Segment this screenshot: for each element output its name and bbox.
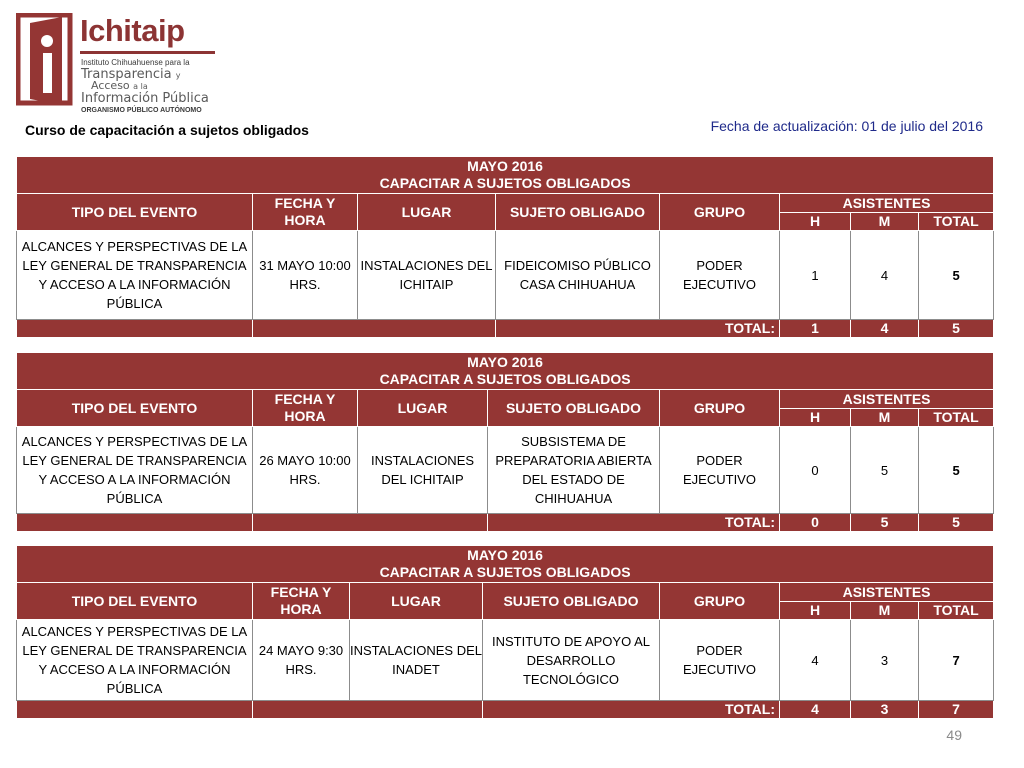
col-total: TOTAL xyxy=(919,409,994,427)
col-lugar: LUGAR xyxy=(358,390,488,427)
col-fecha: FECHA Y HORA xyxy=(253,194,358,231)
course-title: Curso de capacitación a sujetos obligados xyxy=(25,122,309,138)
cell-lugar: INSTALACIONES DEL INADET xyxy=(350,620,483,701)
cell-total: 5 xyxy=(919,427,994,514)
cell-fecha: 24 MAYO 9:30 HRS. xyxy=(253,620,350,701)
table-row xyxy=(17,231,994,320)
total-spacer xyxy=(17,514,253,532)
total-spacer xyxy=(17,320,253,338)
ichitaip-logo xyxy=(16,13,216,114)
total-row xyxy=(17,514,994,532)
total-total: 5 xyxy=(919,514,994,532)
brand-rule xyxy=(80,51,215,54)
table-subtitle: CAPACITAR A SUJETOS OBLIGADOS xyxy=(379,371,631,387)
door-logo-icon xyxy=(16,13,76,107)
col-h: H xyxy=(780,602,851,620)
table-subtitle: CAPACITAR A SUJETOS OBLIGADOS xyxy=(379,564,631,580)
total-h: 1 xyxy=(780,320,851,338)
col-h: H xyxy=(780,213,851,231)
table-period: MAYO 2016 xyxy=(467,547,543,563)
cell-grupo: PODER EJECUTIVO xyxy=(660,620,780,701)
col-total: TOTAL xyxy=(919,602,994,620)
col-grupo: GRUPO xyxy=(660,390,780,427)
brand-line-5: ORGANISMO PÚBLICO AUTÓNOMO xyxy=(81,107,202,114)
cell-h: 1 xyxy=(780,231,851,320)
cell-tipo: ALCANCES Y PERSPECTIVAS DE LA LEY GENERAL DE TRANSPARENCIA Y ACCESO A LA INFORMACIÓN PÚBLICA xyxy=(17,427,253,514)
cell-total: 5 xyxy=(919,231,994,320)
cell-h: 0 xyxy=(780,427,851,514)
col-m: M xyxy=(851,213,919,231)
table-row xyxy=(17,427,994,514)
total-spacer xyxy=(253,514,488,532)
col-asistentes: ASISTENTES xyxy=(780,390,994,409)
col-h: H xyxy=(780,409,851,427)
brand-line-1: Instituto Chihuahuense para la xyxy=(81,58,190,67)
brand-line-2-a: Transparencia xyxy=(81,67,172,82)
col-tipo: TIPO DEL EVENTO xyxy=(17,583,253,620)
cell-tipo: ALCANCES Y PERSPECTIVAS DE LA LEY GENERAL DE TRANSPARENCIA Y ACCESO A LA INFORMACIÓN PÚBLICA xyxy=(17,231,253,320)
cell-fecha: 31 MAYO 10:00 HRS. xyxy=(253,231,358,320)
brand-line-2-b: y xyxy=(175,71,181,80)
cell-sujeto: INSTITUTO DE APOYO AL DESARROLLO TECNOLÓGICO xyxy=(483,620,660,701)
col-fecha: FECHA Y HORA xyxy=(253,390,358,427)
total-h: 4 xyxy=(780,701,851,719)
brand-line-4: Información Pública xyxy=(81,91,209,106)
col-m: M xyxy=(851,602,919,620)
col-grupo: GRUPO xyxy=(660,583,780,620)
event-table-2 xyxy=(16,352,994,532)
col-lugar: LUGAR xyxy=(358,194,496,231)
table-row xyxy=(17,620,994,701)
total-total: 7 xyxy=(919,701,994,719)
cell-sujeto: SUBSISTEMA DE PREPARATORIA ABIERTA DEL ESTADO DE CHIHUAHUA xyxy=(488,427,660,514)
table-period: MAYO 2016 xyxy=(467,158,543,174)
cell-total: 7 xyxy=(919,620,994,701)
event-table-1 xyxy=(16,156,994,338)
cell-lugar: INSTALACIONES DEL ICHITAIP xyxy=(358,427,488,514)
col-asistentes: ASISTENTES xyxy=(780,583,994,602)
total-total: 5 xyxy=(919,320,994,338)
col-asistentes: ASISTENTES xyxy=(780,194,994,213)
cell-m: 4 xyxy=(851,231,919,320)
cell-h: 4 xyxy=(780,620,851,701)
col-tipo: TIPO DEL EVENTO xyxy=(17,194,253,231)
table-subtitle: CAPACITAR A SUJETOS OBLIGADOS xyxy=(379,175,631,191)
total-spacer xyxy=(253,320,496,338)
col-grupo: GRUPO xyxy=(660,194,780,231)
col-fecha: FECHA Y HORA xyxy=(253,583,350,620)
brand-name: Ichitaip xyxy=(80,13,185,48)
total-h: 0 xyxy=(780,514,851,532)
cell-sujeto: FIDEICOMISO PÚBLICO CASA CHIHUAHUA xyxy=(496,231,660,320)
total-label: TOTAL: xyxy=(483,701,780,719)
col-sujeto: SUJETO OBLIGADO xyxy=(496,194,660,231)
table-period: MAYO 2016 xyxy=(467,354,543,370)
total-label: TOTAL: xyxy=(496,320,780,338)
col-sujeto: SUJETO OBLIGADO xyxy=(488,390,660,427)
brand-line-3-b: a la xyxy=(133,82,148,91)
total-m: 4 xyxy=(851,320,919,338)
cell-tipo: ALCANCES Y PERSPECTIVAS DE LA LEY GENERAL DE TRANSPARENCIA Y ACCESO A LA INFORMACIÓN PÚBLICA xyxy=(17,620,253,701)
total-spacer xyxy=(17,701,253,719)
event-table-3 xyxy=(16,545,994,719)
table-title xyxy=(17,353,994,390)
col-tipo: TIPO DEL EVENTO xyxy=(17,390,253,427)
brand-line-3-a: Acceso xyxy=(91,79,130,92)
cell-m: 5 xyxy=(851,427,919,514)
col-sujeto: SUJETO OBLIGADO xyxy=(483,583,660,620)
total-label: TOTAL: xyxy=(488,514,780,532)
cell-m: 3 xyxy=(851,620,919,701)
table-title xyxy=(17,546,994,583)
cell-grupo: PODER EJECUTIVO xyxy=(660,231,780,320)
cell-grupo: PODER EJECUTIVO xyxy=(660,427,780,514)
cell-lugar: INSTALACIONES DEL ICHITAIP xyxy=(358,231,496,320)
total-m: 3 xyxy=(851,701,919,719)
col-total: TOTAL xyxy=(919,213,994,231)
total-row xyxy=(17,320,994,338)
total-m: 5 xyxy=(851,514,919,532)
table-title xyxy=(17,157,994,194)
cell-fecha: 26 MAYO 10:00 HRS. xyxy=(253,427,358,514)
total-spacer xyxy=(253,701,483,719)
col-m: M xyxy=(851,409,919,427)
update-date: Fecha de actualización: 01 de julio del 2016 xyxy=(710,118,983,134)
total-row xyxy=(17,701,994,719)
col-lugar: LUGAR xyxy=(350,583,483,620)
page-number: 49 xyxy=(946,727,962,743)
